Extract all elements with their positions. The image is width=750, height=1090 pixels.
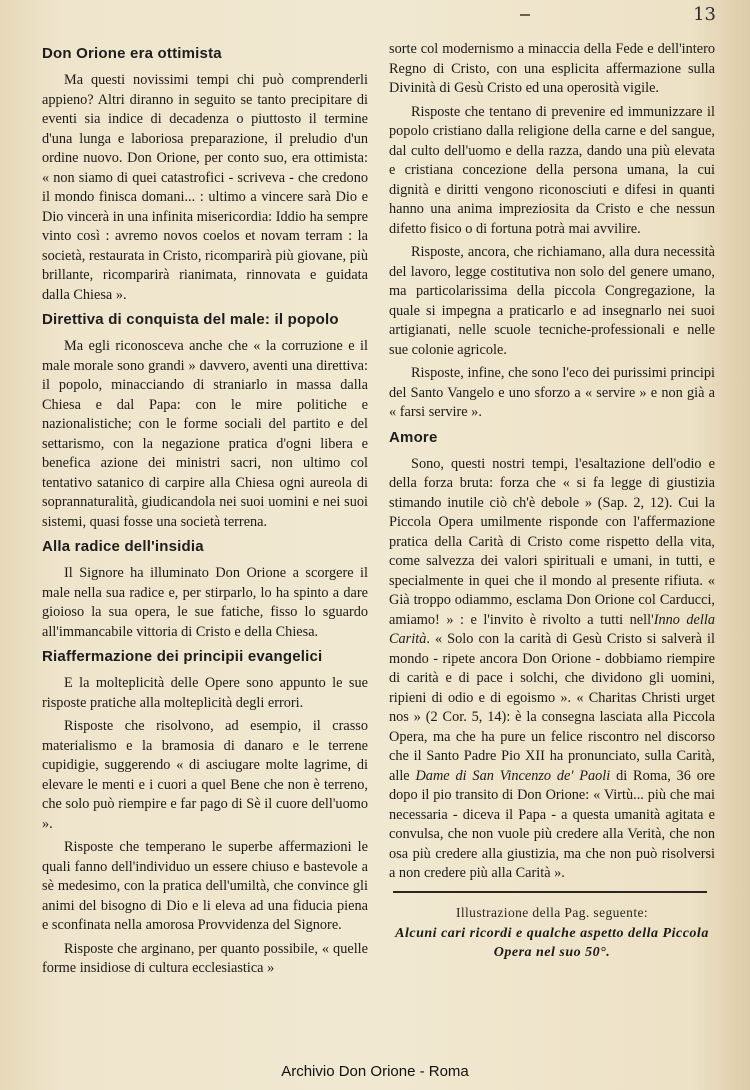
- section-heading: Amore: [389, 428, 438, 446]
- left-column: [42, 40, 368, 983]
- paragraph: sorte col modernismo a minaccia della Fede e dell'intero Regno di Cristo, con una esplicita affermazione sulla Divinità di Gesù Cristo ed una operosità vigile.: [389, 41, 715, 96]
- archive-footer: Archivio Don Orione - Roma: [281, 1063, 469, 1080]
- paragraph: Ma egli riconosceva anche che « la corruzione e il male morale sono grandi » davvero, aventi una direttiva: il popolo, minacciando di straniarlo in massa dalla Chiesa e dal Papa: con le mire politiche e nazionalistiche; con le forme sociali del partito e del settarismo, con la negazione pratica d'ogni libera e benefica azione dei ministri sacri, non ultimo col tentativo satanico di carpire alla Chiesa ogni aureola di soprannaturalità, giudicandola nei suoi uomini e nei suoi sistemi, quasi fosse una società terrena.: [42, 338, 368, 530]
- page-number: 13: [693, 4, 716, 25]
- paragraph: Ma questi novissimi tempi chi può comprenderli appieno? Altri diranno in seguito se tanto precipitare di eventi sia indice di decadenza o piuttosto il termine d'una lunga e laboriosa preparazione, il preludio d'un ordine nuovo. Don Orione, per conto suo, era ottimista: « non siamo di quei catastrofici - scriveva - che credono il mondo finisca domani... : ultimo a vincere sarà Dio e Dio vincerà in una infinita misericordia: Iddio ha sempre vinto così : avremo novos coelos et novam terram : la società, restaurata in Cristo, ricomparirà più giovane, più brillante, ricomparirà rianimata, rinnovata e guidata dalla Chiesa ».: [42, 72, 368, 303]
- text-run: Sono, questi nostri tempi, l'esaltazione dell'odio e della forza bruta: forza che « si fa legge di giustizia stimando inutile ciò ch'è debole » (Sap. 2, 12). Cui la Piccola Opera umilmente risponde con l'affermazione pratica della Carità di Cristo come rispetto della vita, come salvezza dei valori spirituali e umani, in tutti, e specialmente in quei che il mondo al presente rifiuta. « Già troppo odiammo, esclama Don Orione col Carducci, amiamo! » : e l'invito è rivolto a tutti nell': [389, 455, 715, 628]
- paragraph: Risposte che arginano, per quanto possibile, « quelle forme insidiose di cultura ecclesiastica »: [42, 940, 368, 976]
- caption-text: Alcuni cari ricordi e qualche aspetto della Piccola Opera nel suo 50°.: [395, 926, 709, 960]
- section-heading: Alla radice dell'insidia: [42, 538, 204, 555]
- right-column: [389, 40, 715, 962]
- paragraph: Risposte che risolvono, ad esempio, il crasso materialismo e la bramosia di danaro e le terrene cupidigie, suggerendo « di asciugare molte lagrime, di elevare le menti e i cuori a quel Bene che non è terreno, che solo può riempire e far pago di Sè il cuore dell'uomo ».: [42, 718, 368, 832]
- text-run: . « Solo con la carità di Gesù Cristo si salverà il mondo - ripete ancora Don Orione - dobbiamo riempire di carità e di pace i solchi, che dividono gli uomini, ripieni di odio e di egoismo ». « Charitas Christi urget nos » (2 Cor. 5, 14): è la consegna lasciata alla Piccola Opera, ma che ha pure un felice riscontro nel discorso che il Santo Padre Pio XII ha pronunciato, sulla Carità, alle: [389, 631, 715, 784]
- paragraph: Risposte, ancora, che richiamano, alla dura necessità del lavoro, legge costitutiva non solo del genere umano, ma particolarissima della piccola Congregazione, la quale si impegna a praticarlo e ad insegnarlo nei suoi artigianati, nelle scuole tecniche-professionali e nelle sue colonie agricole.: [389, 244, 715, 358]
- section-heading: Riaffermazione dei principii evangelici: [42, 648, 323, 665]
- caption-divider: [393, 891, 707, 893]
- print-mark: [520, 14, 530, 16]
- paragraph: Risposte, infine, che sono l'eco dei purissimi principi del Santo Vangelo e uno sforzo a « servire » e non già a « farsi servire ».: [389, 365, 715, 420]
- section-heading: Direttiva di conquista del male: il popolo: [42, 311, 339, 328]
- italic-title: Dame di San Vincenzo de' Paoli: [415, 767, 611, 784]
- caption-label: Illustrazione della Pag. seguente:: [455, 904, 649, 920]
- paragraph: [389, 455, 715, 884]
- section-heading: Don Orione era ottimista: [42, 45, 222, 62]
- paragraph: Il Signore ha illuminato Don Orione a scorgere il male nella sua radice e, per stirparlo, lo ha spinto a dare gioioso la sua opera, le sue fatiche, fisso lo sguardo all'immancabile vittoria di Cristo e della Chiesa.: [42, 565, 368, 640]
- italic-title: Inno della Carità: [389, 611, 715, 647]
- text-run: di Roma, 36 ore dopo il pio transito di Don Orione: « Virtù... più che mai necessaria - diceva il Papa - a questa umanità agitata e convulsa, che non vuole più credere alla Verità, che non osa più credere alla giustizia, ma che non può risolversi a non credere più alla Carità ».: [389, 767, 715, 881]
- paragraph: E la molteplicità delle Opere sono appunto le sue risposte pratiche alla molteplicità degli errori.: [42, 675, 368, 711]
- paragraph: Risposte che temperano le superbe affermazioni le quali fanno dell'individuo un essere chiuso e bastevole a sè medesimo, con la pratica dell'umiltà, che convince gli animi del bisogno di Dio e li eleva ad una fiducia piena e sconfinata nella amorosa Provvidenza del Signore.: [42, 839, 368, 933]
- paragraph: Risposte che tentano di prevenire ed immunizzare il popolo cristiano dalla religione della carne e del sangue, dal culto dell'uomo e della razza, dando una più elevata e cristiana concezione della persona umana, la cui dignità e diritti vengono riconosciuti e difesi in quanti hanno una anima impreziosita da Cristo e che nessun difetto fisico o di fortuna potrà mai avvilire.: [389, 103, 715, 237]
